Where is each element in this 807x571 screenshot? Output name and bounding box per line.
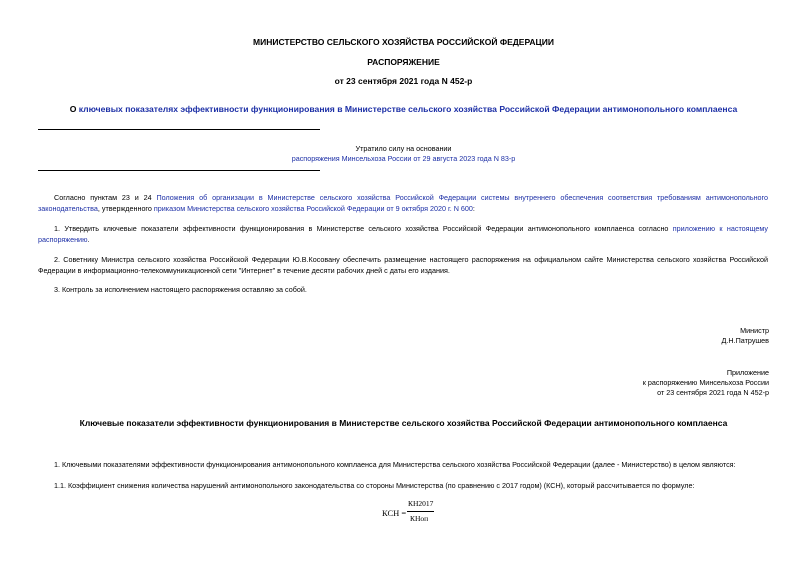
preamble-text-3: : <box>472 204 475 213</box>
signature-position: Министр <box>740 326 769 335</box>
signature-name: Д.Н.Патрушев <box>721 336 769 345</box>
regulation-link[interactable]: Положения об организации в Министерстве сельского хозяйства Российской Федерации системы внутреннего обеспечения соответствия требованиям антимонопольного законодательства <box>38 193 768 213</box>
ministry-heading: МИНИСТЕРСТВО СЕЛЬСКОГО ХОЗЯЙСТВА РОССИЙСКОЙ ФЕДЕРАЦИИ <box>253 37 554 47</box>
paragraph-1-end: . <box>87 235 90 244</box>
order-link[interactable]: приказом Министерства сельского хозяйства Российской Федерации от 9 октября 2020 г. N 600 <box>153 204 473 213</box>
document-title-link[interactable]: ключевых показателях эффективности функционирования в Министерстве сельского хозяйства Российской Федерации антимонопольного комплаенса <box>78 104 738 114</box>
appendix-link[interactable]: приложению к настоящему распоряжению <box>38 224 768 244</box>
ksn-formula <box>382 498 442 532</box>
doc-date-number: от 23 сентября 2021 года N 452-р <box>334 76 473 86</box>
preamble-text-1: Согласно пунктам 23 и 24 <box>54 193 157 202</box>
formula-lhs: КСН = <box>382 508 407 518</box>
appendix-label: Приложение <box>726 368 769 377</box>
formula-denominator: КНоп <box>410 514 429 523</box>
preamble-text-2: , утвержденного <box>97 204 154 213</box>
doc-type-heading: РАСПОРЯЖЕНИЕ <box>367 57 440 67</box>
appendix-reference: к распоряжению Минсельхоза России <box>642 378 769 387</box>
appendix-item-1-1: 1.1. Коэффициент снижения количества нарушений антимонопольного законодательства со стороны Министерства (по сравнению с 2017 годом) (КСН), который рассчитывается по формуле: <box>54 481 695 490</box>
paragraph-3: 3. Контроль за исполнением настоящего распоряжения оставляю за собой. <box>54 285 307 294</box>
document-title <box>20 104 787 114</box>
appendix-title: Ключевые показатели эффективности функционирования в Министерстве сельского хозяйства Российской Федерации антимонопольного комплаенса <box>79 418 728 428</box>
formula-fraction-bar <box>407 511 434 512</box>
preamble-paragraph <box>38 192 768 214</box>
formula-numerator: КН2017 <box>408 499 434 508</box>
status-top-divider <box>38 129 320 130</box>
paragraph-1 <box>38 223 768 245</box>
status-bottom-divider <box>38 170 320 171</box>
appendix-item-1: 1. Ключевыми показателями эффективности функционирования антимонопольного комплаенса для Министерства сельского хозяйства Российской Федерации (далее - Министерство) в целом являются: <box>54 460 736 469</box>
status-repeal-link[interactable]: распоряжения Минсельхоза России от 29 августа 2023 года N 83-р <box>291 154 516 163</box>
appendix-date: от 23 сентября 2021 года N 452-р <box>657 388 769 397</box>
document-title-prefix: О <box>69 104 79 114</box>
paragraph-1-text: 1. Утвердить ключевые показатели эффективности функционирования в Министерстве сельского хозяйства Российской Федерации антимонопольного комплаенса согласно <box>54 224 673 233</box>
paragraph-2: 2. Советнику Министра сельского хозяйства Российской Федерации Ю.В.Косовану обеспечить размещение настоящего распоряжения на официальном сайте Министерства сельского хозяйства Российской Федерации в информационно-телекоммуникационной сети "Интернет" в течение десяти рабочих дней с даты его издания. <box>38 255 768 275</box>
status-line: Утратило силу на основании <box>355 144 452 153</box>
